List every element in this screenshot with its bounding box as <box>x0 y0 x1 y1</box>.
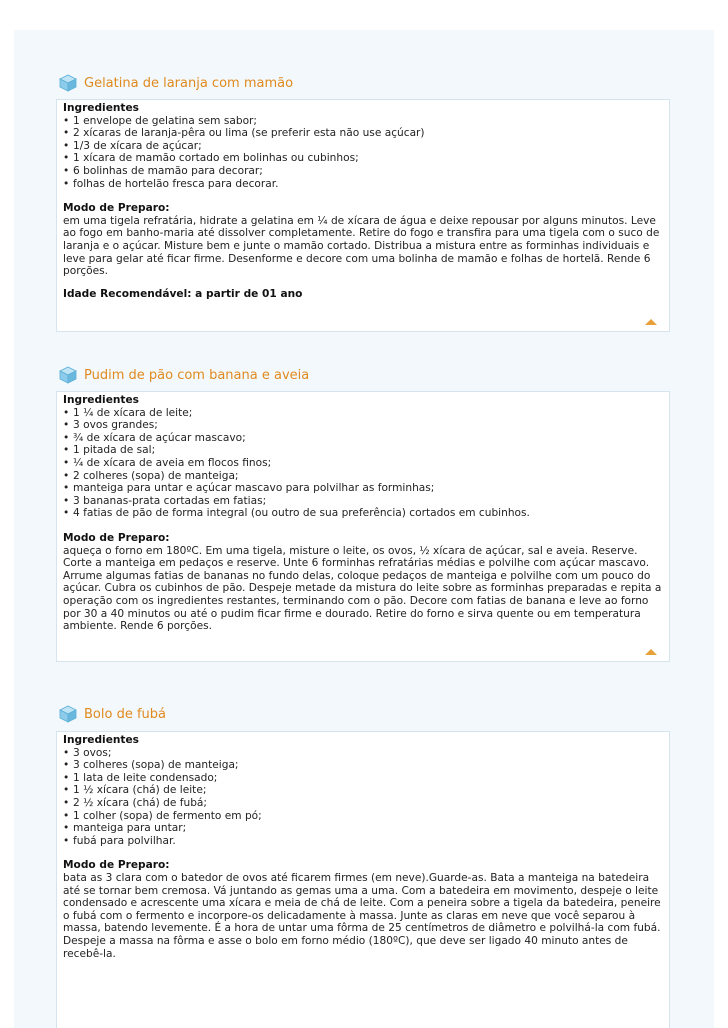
method-label: Modo de Preparo: <box>63 202 170 215</box>
ingredients-list <box>63 407 663 520</box>
list-item: • 1 ¼ de xícara de leite; <box>63 406 193 419</box>
up-arrow-icon[interactable] <box>645 319 657 325</box>
list-item: • 4 fatias de pão de forma integral (ou outro de sua preferência) cortados em cubinhos. <box>63 507 530 520</box>
ingredients-label: Ingredientes <box>63 734 139 746</box>
list-item: • 1 lata de leite condensado; <box>63 771 218 784</box>
recipe-box <box>56 99 670 332</box>
recipe-header <box>58 71 293 95</box>
ingredients-list <box>63 115 663 191</box>
list-item: • ¾ de xícara de açúcar mascavo; <box>63 431 246 444</box>
list-item: • 1 envelope de gelatina sem sabor; <box>63 114 257 127</box>
recipe-title: Bolo de fubá <box>84 706 166 722</box>
list-item: • folhas de hortelão fresca para decorar. <box>63 177 279 190</box>
ingredients-label: Ingredientes <box>63 394 139 406</box>
ingredients-label: Ingredientes <box>63 102 139 114</box>
cube-icon <box>58 73 78 93</box>
cube-icon <box>58 704 78 724</box>
recipe-title: Gelatina de laranja com mamão <box>84 75 294 91</box>
recipe-header <box>58 363 309 387</box>
ingredients-list <box>63 747 663 848</box>
list-item: • manteiga para untar; <box>63 822 187 835</box>
recommended-age: Idade Recomendável: a partir de 01 ano <box>63 287 303 300</box>
up-arrow-icon[interactable] <box>645 649 657 655</box>
method-label: Modo de Preparo: <box>63 859 170 872</box>
recipe-header <box>58 702 166 726</box>
list-item: • 3 ovos grandes; <box>63 419 158 432</box>
list-item: • 6 bolinhas de mamão para decorar; <box>63 164 263 177</box>
cube-icon <box>58 365 78 385</box>
recipe-box <box>56 391 670 662</box>
list-item: • 3 colheres (sopa) de manteiga; <box>63 759 239 772</box>
list-item: • 2 ½ xícara (chá) de fubá; <box>63 796 207 809</box>
list-item: • 1 pitada de sal; <box>63 444 156 457</box>
list-item: • 3 ovos; <box>63 746 112 759</box>
method-label: Modo de Preparo: <box>63 531 170 544</box>
recipe-box <box>56 731 670 1028</box>
list-item: • 3 bananas-prata cortadas em fatias; <box>63 494 267 507</box>
list-item: • ¼ de xícara de aveia em flocos finos; <box>63 456 272 469</box>
list-item: • 1 colher (sopa) de fermento em pó; <box>63 809 262 822</box>
list-item: • 1 ½ xícara (chá) de leite; <box>63 784 207 797</box>
method-text: bata as 3 clara com o batedor de ovos até ficarem firmes (em neve).Guarde-as. Bata a manteiga na batedeira até se tornar bem cremosa. Vá juntando as gemas uma a uma. Com a batedeira em movimento, despeje o leite condensado e acrescente uma xícara e meia de chá de leite. Com a peneira sobre a tigela da batedeira, peneire o fubá com o fermento e incorpore-os delicadamente à massa. Junte as claras em neve que você separou à massa, batendo levemente. É a hora de untar uma fôrma de 25 centímetros de diâmetro e polvilhá-la com fubá. Despeje a massa na fôrma e asse o bolo em forno médio (180ºC), que deve ser ligado 40 minuto antes de recebê-la. <box>63 871 661 960</box>
list-item: • 2 colheres (sopa) de manteiga; <box>63 469 239 482</box>
list-item: • manteiga para untar e açúcar mascavo para polvilhar as forminhas; <box>63 482 435 495</box>
list-item: • 1 xícara de mamão cortado em bolinhas ou cubinhos; <box>63 152 359 165</box>
recipe-title: Pudim de pão com banana e aveia <box>84 367 310 383</box>
list-item: • 1/3 de xícara de açúcar; <box>63 139 202 152</box>
list-item: • 2 xícaras de laranja-pêra ou lima (se preferir esta não use açúcar) <box>63 127 425 140</box>
list-item: • fubá para polvilhar. <box>63 834 176 847</box>
method-text: aqueça o forno em 180ºC. Em uma tigela, misture o leite, os ovos, ½ xícara de açúcar, sal e aveia. Reserve. Corte a manteiga em pedaços e reserve. Unte 6 forminhas refratárias médias e polvilhe com açúcar mascavo. Arrume algumas fatias de bananas no fundo delas, coloque pedaços de manteiga e polvilhe com um pouco do açúcar. Cubra os cubinhos de pão. Despeje metade da mistura do leite sobre as forminhas preparadas e repita a operação com os ingredientes restantes, terminando com o pão. Decore com fatias de banana e leve ao forno por 30 a 40 minutos ou até o pudim ficar firme e dourado. Retire do forno e sirva quente ou em temperatura ambiente. Rende 6 porções. <box>63 544 662 633</box>
method-text: em uma tigela refratária, hidrate a gelatina em ¼ de xícara de água e deixe repousar por alguns minutos. Leve ao fogo em banho-maria até dissolver completamente. Retire do fogo e transfira para uma tigela com o suco de laranja e o açúcar. Misture bem e junte o mamão cortado. Distribua a mistura entre as forminhas individuais e leve para gelar até ficar firme. Desenforme e decore com uma bolinha de mamão e folhas de hortelã. Rende 6 porções. <box>63 214 660 278</box>
